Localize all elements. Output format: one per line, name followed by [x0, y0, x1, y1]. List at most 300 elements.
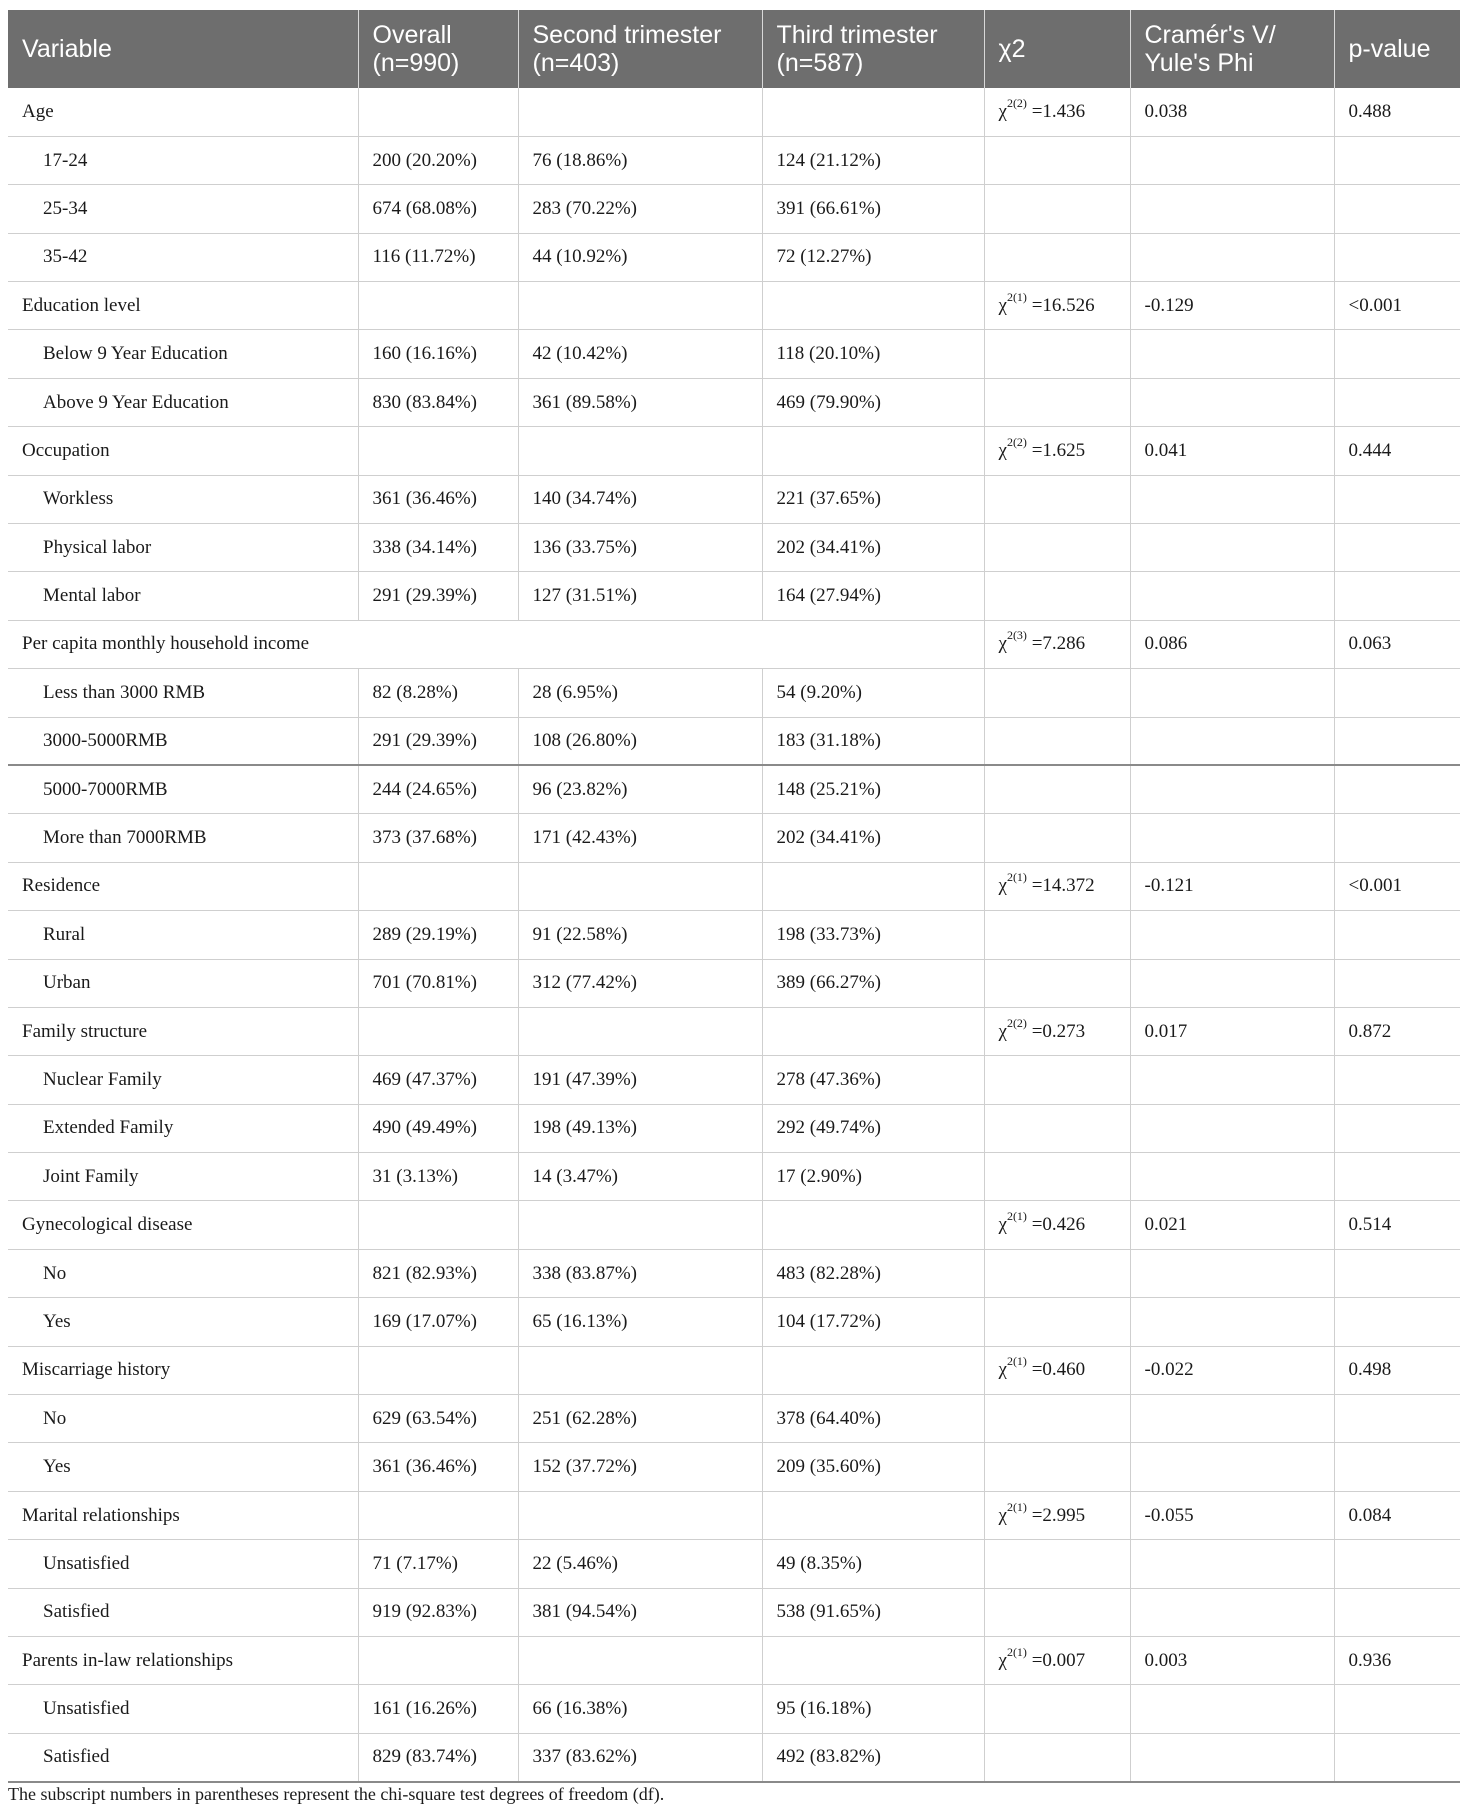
- table-row: [8, 475, 1460, 523]
- p-value-cell: [1334, 185, 1460, 233]
- chi-square-cell: [984, 814, 1130, 862]
- chi-square-cell: [984, 620, 1130, 668]
- third-trimester-cell: [762, 1637, 984, 1685]
- second-trimester-cell: 338 (83.87%): [518, 1249, 762, 1297]
- chi-square-cell: [984, 1540, 1130, 1588]
- third-trimester-cell: 148 (25.21%): [762, 765, 984, 813]
- second-trimester-cell: [518, 1491, 762, 1539]
- header-cramers-v: Cramér's V/ Yule's Phi: [1130, 10, 1334, 88]
- chi-square-cell: [984, 1153, 1130, 1201]
- third-trimester-cell: 469 (79.90%): [762, 378, 984, 426]
- second-trimester-cell: 152 (37.72%): [518, 1443, 762, 1491]
- chi-symbol: χ: [998, 439, 1007, 461]
- variable-cell: More than 7000RMB: [8, 814, 358, 862]
- table-row-group: [8, 88, 1460, 136]
- header-p-value: p-value: [1334, 10, 1460, 88]
- second-trimester-cell: 198 (49.13%): [518, 1104, 762, 1152]
- second-trimester-cell: [518, 1637, 762, 1685]
- second-trimester-cell: 191 (47.39%): [518, 1056, 762, 1104]
- chi-square-cell: [984, 1588, 1130, 1636]
- chi-degrees-of-freedom: 2(2): [1006, 1015, 1027, 1030]
- p-value-cell: 0.084: [1334, 1491, 1460, 1539]
- table-row: [8, 1298, 1460, 1346]
- chi-value: =0.273: [1026, 1020, 1086, 1042]
- table-row-group: [8, 427, 1460, 475]
- overall-cell: 291 (29.39%): [358, 572, 518, 620]
- p-value-cell: [1334, 911, 1460, 959]
- chi-square-cell: [984, 330, 1130, 378]
- table-row: [8, 524, 1460, 572]
- chi-symbol: χ: [998, 1504, 1007, 1526]
- p-value-cell: [1334, 1685, 1460, 1733]
- p-value-cell: [1334, 330, 1460, 378]
- p-value-cell: [1334, 1540, 1460, 1588]
- variable-cell: Physical labor: [8, 524, 358, 572]
- cramers-v-cell: [1130, 1298, 1334, 1346]
- variable-cell: Above 9 Year Education: [8, 378, 358, 426]
- third-trimester-cell: 118 (20.10%): [762, 330, 984, 378]
- second-trimester-cell: 251 (62.28%): [518, 1395, 762, 1443]
- third-trimester-cell: 202 (34.41%): [762, 524, 984, 572]
- second-trimester-cell: 14 (3.47%): [518, 1153, 762, 1201]
- second-trimester-cell: [518, 1346, 762, 1394]
- overall-cell: 919 (92.83%): [358, 1588, 518, 1636]
- variable-cell: Miscarriage history: [8, 1346, 358, 1394]
- variable-cell: Satisfied: [8, 1588, 358, 1636]
- chi-value: =1.436: [1026, 100, 1086, 122]
- chi-square-cell: [984, 1298, 1130, 1346]
- cramers-v-cell: [1130, 1104, 1334, 1152]
- p-value-cell: [1334, 814, 1460, 862]
- third-trimester-cell: 54 (9.20%): [762, 669, 984, 717]
- variable-cell: Occupation: [8, 427, 358, 475]
- second-trimester-cell: 108 (26.80%): [518, 717, 762, 765]
- chi-symbol: χ: [998, 1020, 1007, 1042]
- second-trimester-cell: 127 (31.51%): [518, 572, 762, 620]
- chi-square-cell: [984, 669, 1130, 717]
- third-trimester-cell: 72 (12.27%): [762, 233, 984, 281]
- table-row: [8, 1249, 1460, 1297]
- p-value-cell: 0.488: [1334, 88, 1460, 136]
- variable-cell: Education level: [8, 282, 358, 330]
- p-value-cell: <0.001: [1334, 282, 1460, 330]
- third-trimester-cell: [762, 88, 984, 136]
- overall-cell: 244 (24.65%): [358, 765, 518, 813]
- variable-cell: Residence: [8, 862, 358, 910]
- variable-cell: Workless: [8, 475, 358, 523]
- p-value-cell: [1334, 1153, 1460, 1201]
- header-row: [8, 10, 1460, 88]
- header-overall: Overall (n=990): [358, 10, 518, 88]
- chi-value: =16.526: [1026, 294, 1095, 316]
- cramers-v-cell: [1130, 330, 1334, 378]
- overall-cell: [358, 1346, 518, 1394]
- chi-value: =1.625: [1026, 439, 1086, 461]
- chi-degrees-of-freedom: 2(2): [1006, 95, 1027, 110]
- table-footnote: The subscript numbers in parentheses represent the chi-square test degrees of freedom (df).: [8, 1784, 665, 1804]
- p-value-cell: 0.063: [1334, 620, 1460, 668]
- third-trimester-cell: 95 (16.18%): [762, 1685, 984, 1733]
- chi-symbol: χ: [998, 1214, 1007, 1236]
- chi-square-cell: [984, 1733, 1130, 1781]
- variable-cell: No: [8, 1249, 358, 1297]
- table-row: [8, 233, 1460, 281]
- p-value-cell: 0.498: [1334, 1346, 1460, 1394]
- overall-cell: [358, 88, 518, 136]
- chi-degrees-of-freedom: 2(1): [1006, 289, 1027, 304]
- variable-cell: 25-34: [8, 185, 358, 233]
- cramers-v-cell: [1130, 1153, 1334, 1201]
- table-row: [8, 1540, 1460, 1588]
- header-third-trimester: Third trimester (n=587): [762, 10, 984, 88]
- overall-cell: [358, 1637, 518, 1685]
- table-row: [8, 1395, 1460, 1443]
- variable-cell: Joint Family: [8, 1153, 358, 1201]
- cramers-v-cell: 0.021: [1130, 1201, 1334, 1249]
- third-trimester-cell: [762, 1201, 984, 1249]
- cramers-v-cell: [1130, 717, 1334, 765]
- variable-cell: Marital relationships: [8, 1491, 358, 1539]
- chi-square-cell: [984, 862, 1130, 910]
- second-trimester-cell: 66 (16.38%): [518, 1685, 762, 1733]
- p-value-cell: [1334, 717, 1460, 765]
- second-trimester-cell: [518, 282, 762, 330]
- overall-cell: 490 (49.49%): [358, 1104, 518, 1152]
- second-trimester-cell: 337 (83.62%): [518, 1733, 762, 1781]
- p-value-cell: [1334, 1588, 1460, 1636]
- p-value-cell: 0.444: [1334, 427, 1460, 475]
- overall-cell: 361 (36.46%): [358, 475, 518, 523]
- overall-cell: 82 (8.28%): [358, 669, 518, 717]
- second-trimester-cell: 361 (89.58%): [518, 378, 762, 426]
- table-row-group: [8, 620, 1460, 668]
- third-trimester-cell: 389 (66.27%): [762, 959, 984, 1007]
- table-row: [8, 669, 1460, 717]
- second-trimester-cell: 312 (77.42%): [518, 959, 762, 1007]
- p-value-cell: [1334, 475, 1460, 523]
- cramers-v-cell: [1130, 475, 1334, 523]
- p-value-cell: [1334, 233, 1460, 281]
- table-row: [8, 1153, 1460, 1201]
- second-trimester-cell: [518, 427, 762, 475]
- variable-cell: Below 9 Year Education: [8, 330, 358, 378]
- header-variable: Variable: [8, 10, 358, 88]
- chi-degrees-of-freedom: 2(1): [1006, 1209, 1027, 1224]
- second-trimester-cell: 44 (10.92%): [518, 233, 762, 281]
- chi-square-cell: [984, 1007, 1130, 1055]
- table-row: [8, 1588, 1460, 1636]
- chi-degrees-of-freedom: 2(3): [1006, 628, 1027, 643]
- table-row-group: [8, 1637, 1460, 1685]
- overall-cell: 291 (29.39%): [358, 717, 518, 765]
- cramers-v-cell: [1130, 1249, 1334, 1297]
- p-value-cell: [1334, 765, 1460, 813]
- third-trimester-cell: [762, 1346, 984, 1394]
- chi-square-cell: [984, 233, 1130, 281]
- table-row-group: [8, 862, 1460, 910]
- chi-square-cell: [984, 717, 1130, 765]
- chi-square-cell: [984, 1685, 1130, 1733]
- third-trimester-cell: 164 (27.94%): [762, 572, 984, 620]
- chi-square-cell: [984, 959, 1130, 1007]
- p-value-cell: [1334, 1395, 1460, 1443]
- third-trimester-cell: [762, 1491, 984, 1539]
- table-row: [8, 717, 1460, 765]
- overall-cell: 469 (47.37%): [358, 1056, 518, 1104]
- chi-symbol: χ: [998, 1359, 1007, 1381]
- chi-square-cell: [984, 1056, 1130, 1104]
- table-row: [8, 378, 1460, 426]
- variable-cell: Rural: [8, 911, 358, 959]
- variable-cell: Yes: [8, 1443, 358, 1491]
- chi-square-cell: [984, 524, 1130, 572]
- second-trimester-cell: 96 (23.82%): [518, 765, 762, 813]
- cramers-v-cell: [1130, 233, 1334, 281]
- p-value-cell: <0.001: [1334, 862, 1460, 910]
- third-trimester-cell: 538 (91.65%): [762, 1588, 984, 1636]
- variable-cell: Gynecological disease: [8, 1201, 358, 1249]
- overall-cell: [358, 1491, 518, 1539]
- variable-cell: Unsatisfied: [8, 1540, 358, 1588]
- third-trimester-cell: 378 (64.40%): [762, 1395, 984, 1443]
- chi-square-cell: [984, 1395, 1130, 1443]
- cramers-v-cell: -0.121: [1130, 862, 1334, 910]
- third-trimester-cell: [762, 282, 984, 330]
- table-row: [8, 1685, 1460, 1733]
- p-value-cell: [1334, 1298, 1460, 1346]
- chi-square-cell: [984, 1201, 1130, 1249]
- variable-cell: Extended Family: [8, 1104, 358, 1152]
- p-value-cell: 0.936: [1334, 1637, 1460, 1685]
- data-table-container: [8, 10, 1460, 1783]
- p-value-cell: [1334, 1104, 1460, 1152]
- overall-cell: 161 (16.26%): [358, 1685, 518, 1733]
- p-value-cell: [1334, 1249, 1460, 1297]
- overall-cell: 829 (83.74%): [358, 1733, 518, 1781]
- chi-square-cell: [984, 136, 1130, 184]
- cramers-v-cell: [1130, 524, 1334, 572]
- cramers-v-cell: 0.086: [1130, 620, 1334, 668]
- cramers-v-cell: [1130, 1685, 1334, 1733]
- second-trimester-cell: 76 (18.86%): [518, 136, 762, 184]
- overall-cell: [358, 427, 518, 475]
- second-trimester-cell: [518, 1007, 762, 1055]
- third-trimester-cell: 278 (47.36%): [762, 1056, 984, 1104]
- chi-value: =2.995: [1026, 1504, 1086, 1526]
- chi-symbol: χ: [998, 294, 1007, 316]
- table-row: [8, 959, 1460, 1007]
- variable-cell: Per capita monthly household income: [8, 620, 984, 668]
- variable-cell: Unsatisfied: [8, 1685, 358, 1733]
- table-row: [8, 1443, 1460, 1491]
- third-trimester-cell: 202 (34.41%): [762, 814, 984, 862]
- table-row-group: [8, 1007, 1460, 1055]
- cramers-v-cell: [1130, 572, 1334, 620]
- table-row: [8, 1056, 1460, 1104]
- variable-cell: 3000-5000RMB: [8, 717, 358, 765]
- table-row-group: [8, 1201, 1460, 1249]
- third-trimester-cell: [762, 427, 984, 475]
- table-row: [8, 911, 1460, 959]
- overall-cell: 674 (68.08%): [358, 185, 518, 233]
- chi-square-cell: [984, 1104, 1130, 1152]
- variable-cell: 17-24: [8, 136, 358, 184]
- cramers-v-cell: [1130, 1443, 1334, 1491]
- table-row-group: [8, 1346, 1460, 1394]
- chi-square-cell: [984, 185, 1130, 233]
- chi-symbol: χ: [998, 875, 1007, 897]
- overall-cell: 701 (70.81%): [358, 959, 518, 1007]
- cramers-v-cell: [1130, 1733, 1334, 1781]
- chi-square-cell: [984, 475, 1130, 523]
- third-trimester-cell: 17 (2.90%): [762, 1153, 984, 1201]
- second-trimester-cell: 136 (33.75%): [518, 524, 762, 572]
- chi-square-cell: [984, 1491, 1130, 1539]
- overall-cell: 116 (11.72%): [358, 233, 518, 281]
- second-trimester-cell: 140 (34.74%): [518, 475, 762, 523]
- table-row: [8, 1733, 1460, 1781]
- p-value-cell: [1334, 136, 1460, 184]
- second-trimester-cell: 171 (42.43%): [518, 814, 762, 862]
- overall-cell: 629 (63.54%): [358, 1395, 518, 1443]
- second-trimester-cell: [518, 1201, 762, 1249]
- third-trimester-cell: 124 (21.12%): [762, 136, 984, 184]
- second-trimester-cell: 283 (70.22%): [518, 185, 762, 233]
- chi-square-cell: [984, 572, 1130, 620]
- chi-square-cell: [984, 1346, 1130, 1394]
- second-trimester-cell: 381 (94.54%): [518, 1588, 762, 1636]
- third-trimester-cell: 198 (33.73%): [762, 911, 984, 959]
- chi-value: =0.007: [1026, 1649, 1086, 1671]
- overall-cell: 373 (37.68%): [358, 814, 518, 862]
- third-trimester-cell: 221 (37.65%): [762, 475, 984, 523]
- chi-square-cell: [984, 1637, 1130, 1685]
- second-trimester-cell: 65 (16.13%): [518, 1298, 762, 1346]
- variable-cell: Mental labor: [8, 572, 358, 620]
- chi-square-cell: [984, 88, 1130, 136]
- chi-degrees-of-freedom: 2(1): [1006, 1644, 1027, 1659]
- variable-cell: Nuclear Family: [8, 1056, 358, 1104]
- variable-cell: Satisfied: [8, 1733, 358, 1781]
- cramers-v-cell: [1130, 669, 1334, 717]
- p-value-cell: [1334, 1443, 1460, 1491]
- chi-square-cell: [984, 1443, 1130, 1491]
- p-value-cell: [1334, 572, 1460, 620]
- third-trimester-cell: 391 (66.61%): [762, 185, 984, 233]
- third-trimester-cell: 49 (8.35%): [762, 1540, 984, 1588]
- table-row-group: [8, 1491, 1460, 1539]
- table-row: [8, 136, 1460, 184]
- overall-cell: 361 (36.46%): [358, 1443, 518, 1491]
- cramers-v-cell: -0.022: [1130, 1346, 1334, 1394]
- variable-cell: Less than 3000 RMB: [8, 669, 358, 717]
- cramers-v-cell: [1130, 959, 1334, 1007]
- cramers-v-cell: [1130, 136, 1334, 184]
- cramers-v-cell: 0.017: [1130, 1007, 1334, 1055]
- third-trimester-cell: 209 (35.60%): [762, 1443, 984, 1491]
- table-row: [8, 814, 1460, 862]
- third-trimester-cell: 292 (49.74%): [762, 1104, 984, 1152]
- p-value-cell: [1334, 1056, 1460, 1104]
- table-row: [8, 330, 1460, 378]
- overall-cell: [358, 1201, 518, 1249]
- p-value-cell: [1334, 1733, 1460, 1781]
- overall-cell: 31 (3.13%): [358, 1153, 518, 1201]
- overall-cell: 169 (17.07%): [358, 1298, 518, 1346]
- table-row: [8, 185, 1460, 233]
- overall-cell: [358, 862, 518, 910]
- p-value-cell: [1334, 959, 1460, 1007]
- chi-degrees-of-freedom: 2(1): [1006, 870, 1027, 885]
- overall-cell: 71 (7.17%): [358, 1540, 518, 1588]
- cramers-v-cell: -0.055: [1130, 1491, 1334, 1539]
- chi-symbol: χ: [998, 1649, 1007, 1671]
- second-trimester-cell: 42 (10.42%): [518, 330, 762, 378]
- cramers-v-cell: [1130, 814, 1334, 862]
- cramers-v-cell: [1130, 1395, 1334, 1443]
- chi-value: =14.372: [1026, 875, 1095, 897]
- chi-square-cell: [984, 427, 1130, 475]
- variable-cell: Age: [8, 88, 358, 136]
- variable-cell: 35-42: [8, 233, 358, 281]
- chi-symbol: χ: [998, 633, 1007, 655]
- chi-value: =0.460: [1026, 1359, 1086, 1381]
- overall-cell: [358, 1007, 518, 1055]
- variable-cell: Parents in-law relationships: [8, 1637, 358, 1685]
- table-header: [8, 10, 1460, 88]
- variable-cell: Yes: [8, 1298, 358, 1346]
- second-trimester-cell: [518, 862, 762, 910]
- cramers-v-cell: 0.038: [1130, 88, 1334, 136]
- chi-degrees-of-freedom: 2(1): [1006, 1499, 1027, 1514]
- table-row: [8, 765, 1460, 813]
- p-value-cell: 0.514: [1334, 1201, 1460, 1249]
- cramers-v-cell: [1130, 1056, 1334, 1104]
- data-table: [8, 10, 1460, 1783]
- overall-cell: 830 (83.84%): [358, 378, 518, 426]
- third-trimester-cell: 483 (82.28%): [762, 1249, 984, 1297]
- cramers-v-cell: [1130, 911, 1334, 959]
- table-row: [8, 1104, 1460, 1152]
- second-trimester-cell: 91 (22.58%): [518, 911, 762, 959]
- chi-value: =7.286: [1026, 633, 1086, 655]
- chi-square-cell: [984, 282, 1130, 330]
- cramers-v-cell: [1130, 1588, 1334, 1636]
- chi-square-cell: [984, 1249, 1130, 1297]
- chi-square-cell: [984, 765, 1130, 813]
- table-row: [8, 572, 1460, 620]
- chi-square-cell: [984, 378, 1130, 426]
- chi-degrees-of-freedom: 2(1): [1006, 1354, 1027, 1369]
- table-row-group: [8, 282, 1460, 330]
- variable-cell: Family structure: [8, 1007, 358, 1055]
- second-trimester-cell: 22 (5.46%): [518, 1540, 762, 1588]
- third-trimester-cell: [762, 1007, 984, 1055]
- variable-cell: 5000-7000RMB: [8, 765, 358, 813]
- header-chi-square: χ2: [984, 10, 1130, 88]
- cramers-v-cell: [1130, 185, 1334, 233]
- third-trimester-cell: [762, 862, 984, 910]
- third-trimester-cell: 492 (83.82%): [762, 1733, 984, 1781]
- overall-cell: 338 (34.14%): [358, 524, 518, 572]
- variable-cell: No: [8, 1395, 358, 1443]
- header-second-trimester: Second trimester (n=403): [518, 10, 762, 88]
- p-value-cell: 0.872: [1334, 1007, 1460, 1055]
- p-value-cell: [1334, 669, 1460, 717]
- cramers-v-cell: 0.003: [1130, 1637, 1334, 1685]
- third-trimester-cell: 183 (31.18%): [762, 717, 984, 765]
- variable-cell: Urban: [8, 959, 358, 1007]
